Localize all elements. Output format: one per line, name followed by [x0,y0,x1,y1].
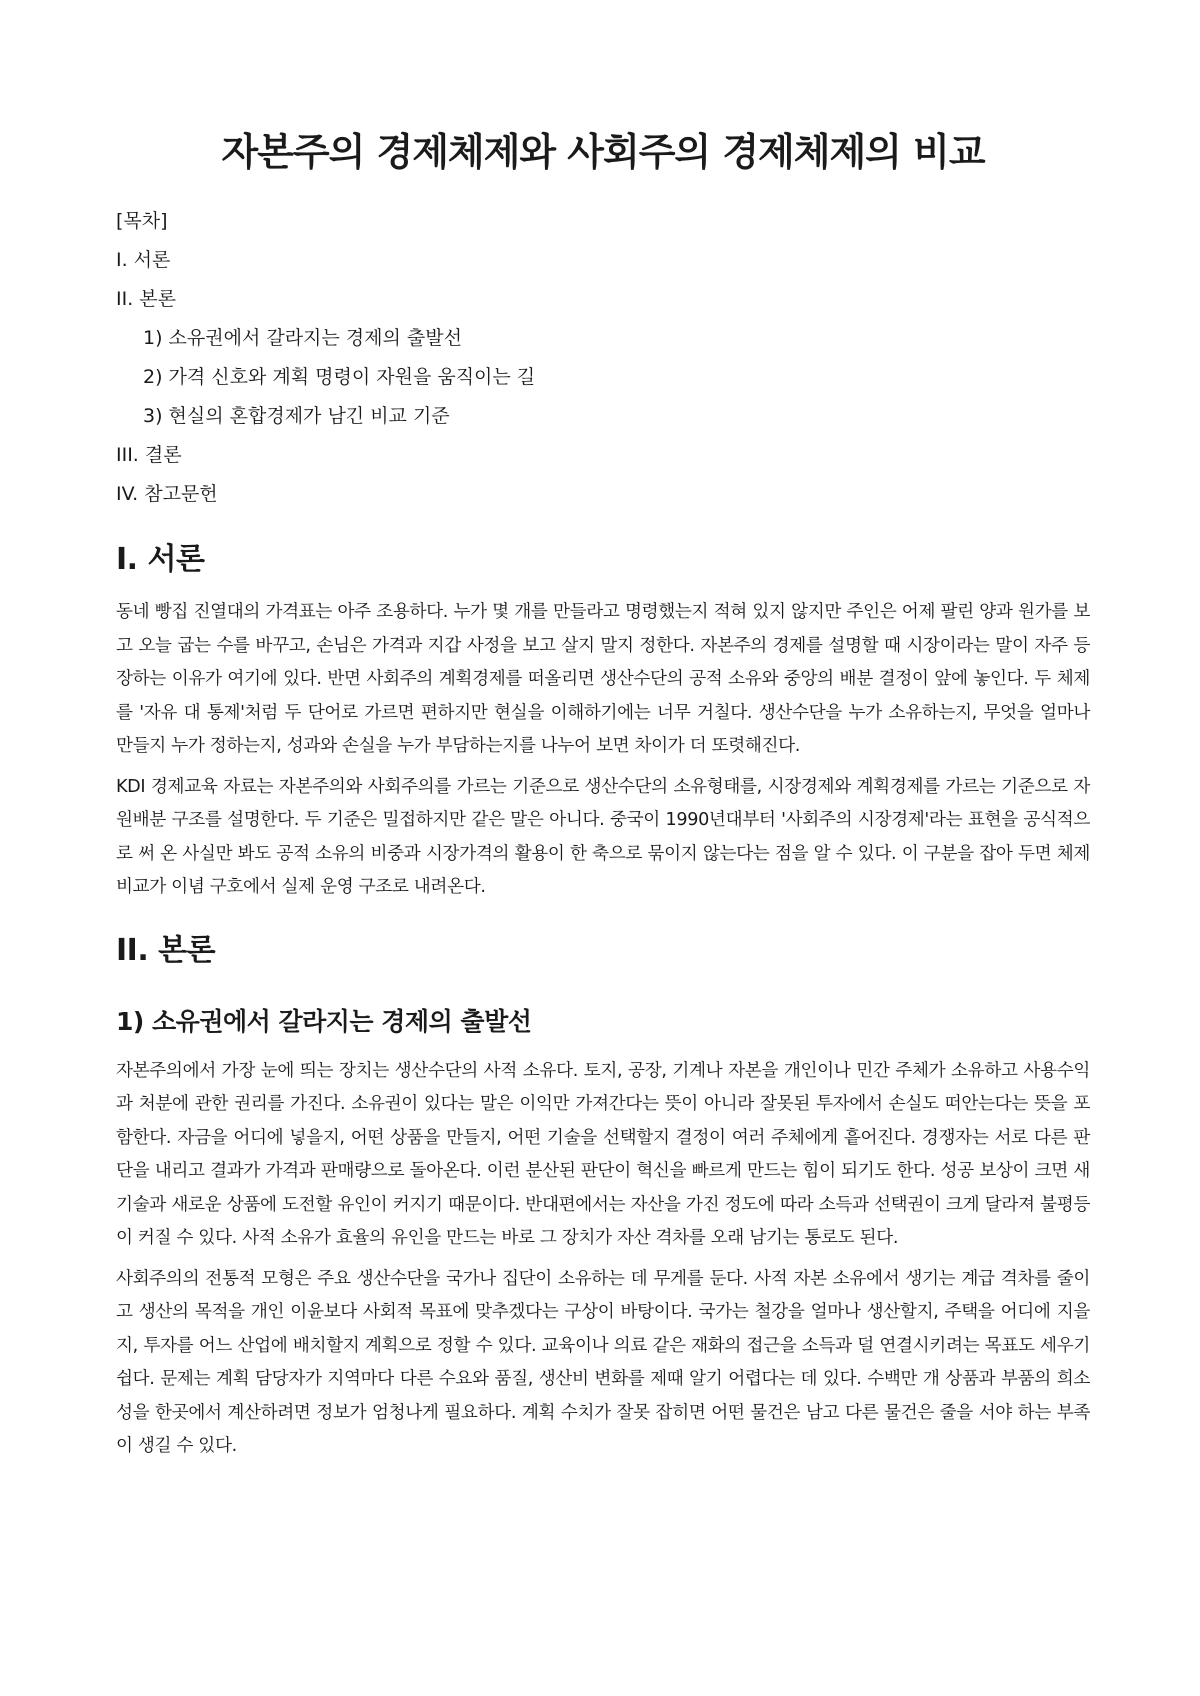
paragraph: KDI 경제교육 자료는 자본주의와 사회주의를 가르는 기준으로 생산수단의 소유형태를, 시장경제와 계획경제를 가르는 기준으로 자원배분 구조를 설명한다. 두 기준은 밀접하지만 같은 말은 아니다. 중국이 1990년대부터 '사회주의 시장경제'라는 표현을 공식적으로 써 온 사실만 봐도 공적 소유의 비중과 시장가격의 활용이 한 축으로 묶이지 않는다는 점을 알 수 있다. 이 구분을 잡아 두면 체제 비교가 이념 구호에서 실제 운영 구조로 내려온다. [116,776,1090,897]
toc-subitem: 3) 현실의 혼합경제가 남긴 비교 기준 [143,405,450,427]
subsection-heading: 1) 소유권에서 갈라지는 경제의 출발선 [116,1006,532,1036]
toc-subitem: 2) 가격 신호와 계획 명령이 자원을 움직이는 길 [143,366,536,388]
toc-item: III. 결론 [116,444,182,466]
toc-heading: [목차] [116,210,168,232]
document-title: 자본주의 경제체제와 사회주의 경제체제의 비교 [221,130,985,174]
paragraph: 사회주의의 전통적 모형은 주요 생산수단을 국가나 집단이 소유하는 데 무게를 둔다. 사적 자본 소유에서 생기는 계급 격차를 줄이고 생산의 목적을 개인 이윤보다 사회적 목표에 맞추겠다는 구상이 바탕이다. 국가는 철강을 얼마나 생산할지, 주택을 어디에 지을지, 투자를 어느 산업에 배치할지 계획으로 정할 수 있다. 교육이나 의료 같은 재화의 접근을 소득과 덜 연결시키려는 목표도 세우기 쉽다. 문제는 계획 담당자가 지역마다 다른 수요와 품질, 생산비 변화를 제때 알기 어렵다는 데 있다. 수백만 개 상품과 부품의 희소성을 한곳에서 계산하려면 정보가 엄청나게 필요하다. 계획 수치가 잘못 잡히면 어떤 물건은 남고 다른 물건은 줄을 서야 하는 부족이 생길 수 있다. [116,1268,1090,1456]
section-heading-body: II. 본론 [116,932,216,968]
paragraph: 자본주의에서 가장 눈에 띄는 장치는 생산수단의 사적 소유다. 토지, 공장, 기계나 자본을 개인이나 민간 주체가 소유하고 사용수익과 처분에 관한 권리를 가진다. 소유권이 있다는 말은 이익만 가져간다는 뜻이 아니라 잘못된 투자에서 손실도 떠안는다는 뜻을 포함한다. 자금을 어디에 넣을지, 어떤 상품을 만들지, 어떤 기술을 선택할지 결정이 여러 주체에게 흩어진다. 경쟁자는 서로 다른 판단을 내리고 결과가 가격과 판매량으로 돌아온다. 이런 분산된 판단이 혁신을 빠르게 만드는 힘이 되기도 한다. 성공 보상이 크면 새 기술과 새로운 상품에 도전할 유인이 커지기 때문이다. 반대편에서는 자산을 가진 정도에 따라 소득과 선택권이 크게 달라져 불평등이 커질 수 있다. 사적 소유가 효율의 유인을 만드는 바로 그 장치가 자산 격차를 오래 남기는 통로도 된다. [116,1060,1090,1248]
paragraph: 동네 빵집 진열대의 가격표는 아주 조용하다. 누가 몇 개를 만들라고 명령했는지 적혀 있지 않지만 주인은 어제 팔린 양과 원가를 보고 오늘 굽는 수를 바꾸고, 손님은 가격과 지갑 사정을 보고 살지 말지 정한다. 자본주의 경제를 설명할 때 시장이라는 말이 자주 등장하는 이유가 여기에 있다. 반면 사회주의 계획경제를 떠올리면 생산수단의 공적 소유와 중앙의 배분 결정이 앞에 놓인다. 두 체제를 '자유 대 통제'처럼 두 단어로 가르면 편하지만 현실을 이해하기에는 너무 거칠다. 생산수단을 누가 소유하는지, 무엇을 얼마나 만들지 누가 정하는지, 성과와 손실을 누가 부담하는지를 나누어 보면 차이가 더 또렷해진다. [116,602,1090,756]
section-heading-intro: I. 서론 [116,542,205,577]
toc-item: IV. 참고문헌 [116,483,218,505]
toc-subitem: 1) 소유권에서 갈라지는 경제의 출발선 [143,327,462,349]
toc-item: II. 본론 [116,288,176,310]
table-of-contents [116,202,1090,514]
toc-item: I. 서론 [116,249,171,271]
